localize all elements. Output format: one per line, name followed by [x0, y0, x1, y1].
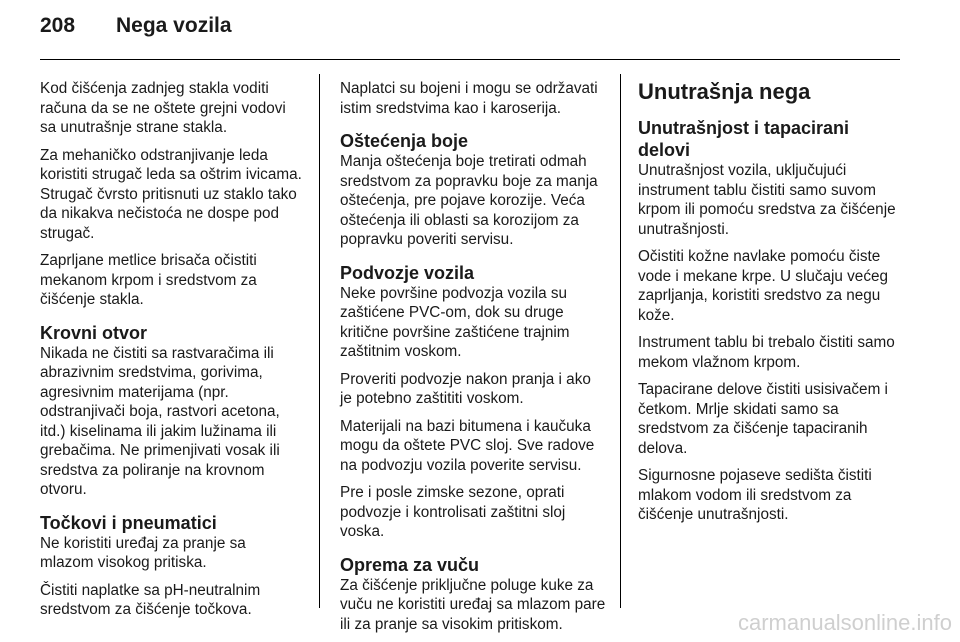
- section-heading-ostecenja-boje: Oštećenja boje: [340, 131, 469, 151]
- page-number: 208: [40, 14, 76, 37]
- paragraph: Tapacirane delove čistiti usisivačem i četkom. Mrlje skidati samo sa sredstvom za čišćenje tapaciranih delova.: [638, 381, 888, 457]
- section-heading-oprema-za-vucu: Oprema za vuču: [340, 554, 480, 575]
- column-2: [340, 79, 606, 642]
- paragraph: Nikada ne čistiti sa rastvaračima ili abrazivnim sredstvima, gorivima, agresivnim materijama (npr. odstranjivači boja, rastvori acetona, itd.) kiselinama ili jakim lužinama ili grebačima. Ne primenjivati vosak ili sredstva za poliranje na krovnom otvoru.: [40, 344, 280, 498]
- paragraph: Čistiti naplatke sa pH-neutralnim sredstvom za čišćenje točkova.: [40, 581, 261, 618]
- paragraph: Materijali na bazi bitumena i kaučuka mogu da oštete PVC sloj. Sve radove na podvozju vozila poverite servisu.: [340, 417, 595, 474]
- column-divider-1: [319, 74, 320, 608]
- chapter-heading-unutrasnja-nega: Unutrašnja nega: [638, 79, 811, 104]
- section-heading-tockovi: Točkovi i pneumatici: [40, 512, 217, 533]
- section-heading-podvozje: Podvozje vozila: [340, 262, 475, 283]
- header-rule: [40, 59, 900, 60]
- page-header: [40, 14, 232, 38]
- paragraph: Naplatci su bojeni i mogu se održavati istim sredstvima kao i karoserija.: [340, 80, 598, 117]
- paragraph: Za mehaničko odstranjivanje leda koristiti strugač leda sa oštrim ivicama. Strugač čvrsto pritisnuti uz staklo tako da nikakva nečistoća ne dospe pod strugač.: [40, 146, 302, 242]
- column-3: [638, 79, 906, 533]
- page-title: Nega vozila: [116, 14, 232, 37]
- paragraph: Ne koristiti uređaj za pranje sa mlazom visokog pritiska.: [40, 534, 246, 571]
- paragraph: Za čišćenje priključne poluge kuke za vuču ne koristiti uređaj sa mlazom pare ili za pranje sa visokim pritiskom.: [340, 576, 606, 633]
- subheading-unutrasnjost: Unutrašnjost i tapacirani delovi: [638, 118, 850, 160]
- paragraph: Očistiti kožne navlake pomoću čiste vode i mekane krpe. U slučaju većeg zaprljanja, koristiti sredstvo za negu kože.: [638, 248, 888, 324]
- watermark: carmanualsonline.info: [737, 610, 952, 635]
- paragraph: Kod čišćenja zadnjeg stakla voditi računa da se ne oštete grejni vodovi sa unutrašnje strane stakla.: [40, 80, 286, 136]
- paragraph: Neke površine podvozja vozila su zaštićene PVC-om, dok su druge kritične površine zaštićene trajnim zaštitnim voskom.: [340, 284, 570, 360]
- column-divider-2: [620, 74, 621, 608]
- paragraph: Proveriti podvozje nakon pranja i ako je potebno zaštititi voskom.: [340, 370, 591, 407]
- paragraph: Pre i posle zimske sezone, oprati podvozje i kontrolisati zaštitni sloj voska.: [340, 484, 566, 540]
- paragraph: Instrument tablu bi trebalo čistiti samo mekom vlažnom krpom.: [638, 334, 895, 371]
- paragraph: Manja oštećenja boje tretirati odmah sredstvom za popravku boje za manja oštećenja, pre pojave korozije. Veća oštećenja ili oblasti sa korozijom za popravku poveriti servisu.: [340, 153, 598, 248]
- paragraph: Unutrašnjost vozila, uključujući instrument tablu čistiti samo suvom krpom ili pomoću sredstva za čišćenje unutrašnjosti.: [638, 162, 896, 238]
- column-1: [40, 79, 302, 628]
- paragraph: Zaprljane metlice brisača očistiti mekanom krpom i sredstvom za čišćenje stakla.: [40, 252, 257, 308]
- paragraph: Sigurnosne pojaseve sedišta čistiti mlakom vodom ili sredstvom za čišćenje unutrašnjosti.: [638, 467, 872, 523]
- section-heading-krovni-otvor: Krovni otvor: [40, 322, 148, 343]
